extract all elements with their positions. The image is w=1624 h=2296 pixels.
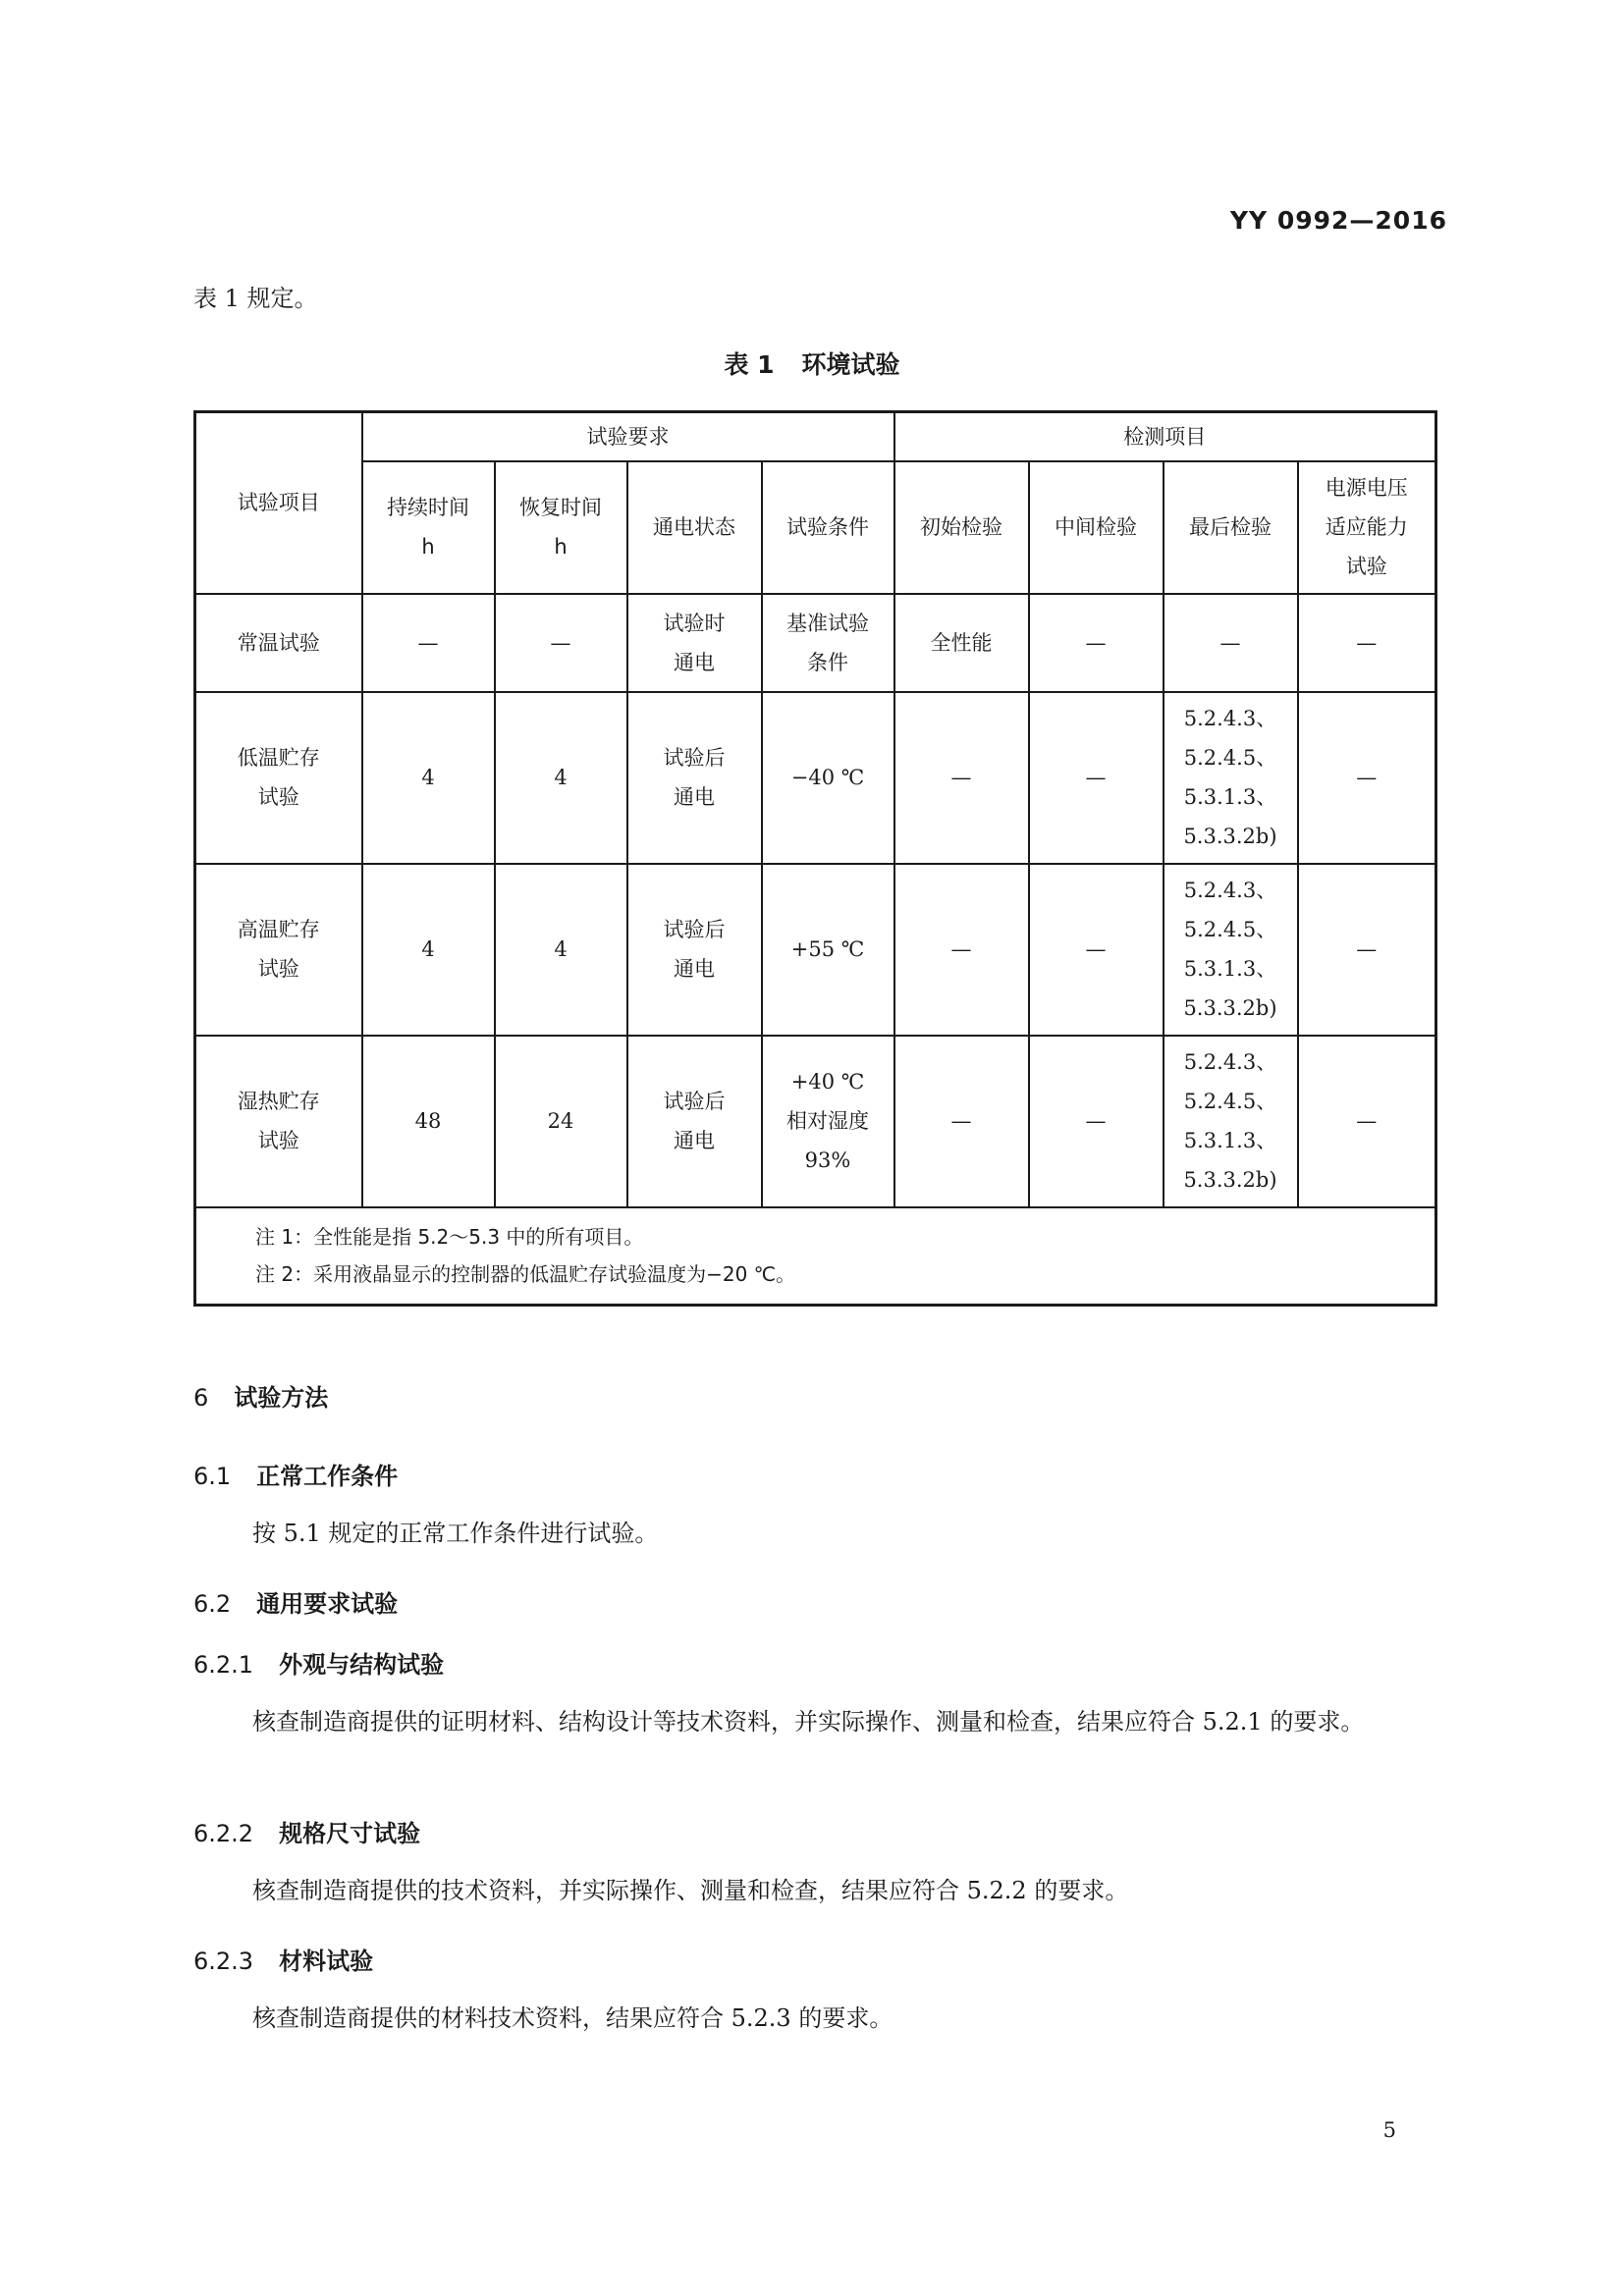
- table-row: [195, 692, 1436, 864]
- cell-item: 低温贮存 试验: [195, 692, 362, 864]
- header-group-requirements: 试验要求: [362, 412, 894, 461]
- cell-recovery: 4: [495, 692, 627, 864]
- cell-power: 试验后 通电: [627, 1036, 762, 1207]
- table-notes: [195, 1207, 1436, 1306]
- cell-final: 5.2.4.3、 5.2.4.5、 5.3.1.3、 5.3.3.2b): [1164, 1036, 1298, 1207]
- cell-final: —: [1164, 594, 1298, 692]
- cell-condition: 基准试验 条件: [762, 594, 894, 692]
- cell-duration: —: [362, 594, 495, 692]
- section-6-2-1-body: 核查制造商提供的证明材料、结构设计等技术资料，并实际操作、测量和检查，结果应符合 5.2.1 的要求。: [252, 1708, 1365, 1735]
- cell-recovery: —: [495, 594, 627, 692]
- cell-initial: —: [894, 864, 1029, 1036]
- cell-voltage: —: [1298, 692, 1436, 864]
- cell-power: 试验后 通电: [627, 692, 762, 864]
- cell-duration: 4: [362, 864, 495, 1036]
- cell-duration: 48: [362, 1036, 495, 1207]
- intro-text: 表 1 规定。: [193, 285, 318, 312]
- table-caption: [0, 346, 1624, 381]
- table-note: 注 1：全性能是指 5.2～5.3 中的所有项目。: [255, 1225, 644, 1250]
- standard-number: YY 0992—2016: [1229, 206, 1447, 235]
- section-6-1-heading: 6.1 正常工作条件: [193, 1463, 399, 1490]
- header-middle: 中间检验: [1029, 461, 1164, 594]
- cell-condition: −40 ℃: [762, 692, 894, 864]
- header-condition: 试验条件: [762, 461, 894, 594]
- table-caption-number: 表 1: [724, 350, 775, 379]
- cell-power: 试验时 通电: [627, 594, 762, 692]
- cell-middle: —: [1029, 692, 1164, 864]
- cell-power: 试验后 通电: [627, 864, 762, 1036]
- cell-middle: —: [1029, 1036, 1164, 1207]
- cell-final: 5.2.4.3、 5.2.4.5、 5.3.1.3、 5.3.3.2b): [1164, 692, 1298, 864]
- cell-middle: —: [1029, 864, 1164, 1036]
- section-6-1-body: 按 5.1 规定的正常工作条件进行试验。: [252, 1520, 659, 1547]
- table-caption-title: 环境试验: [801, 350, 900, 379]
- section-6-heading: 6 试验方法: [193, 1384, 329, 1412]
- cell-condition: +55 ℃: [762, 864, 894, 1036]
- header-voltage: 电源电压 适应能力 试验: [1298, 461, 1436, 594]
- environment-test-table: [193, 410, 1437, 1307]
- cell-condition: +40 ℃ 相对湿度 93%: [762, 1036, 894, 1207]
- section-6-2-heading: 6.2 通用要求试验: [193, 1590, 399, 1618]
- table-row: [195, 1036, 1436, 1207]
- cell-voltage: —: [1298, 594, 1436, 692]
- header-final: 最后检验: [1164, 461, 1298, 594]
- cell-initial: —: [894, 1036, 1029, 1207]
- header-power-state: 通电状态: [627, 461, 762, 594]
- cell-duration: 4: [362, 692, 495, 864]
- cell-final: 5.2.4.3、 5.2.4.5、 5.3.1.3、 5.3.3.2b): [1164, 864, 1298, 1036]
- header-duration: 持续时间 h: [362, 461, 495, 594]
- cell-recovery: 24: [495, 1036, 627, 1207]
- section-6-2-1-heading: 6.2.1 外观与结构试验: [193, 1651, 445, 1679]
- cell-recovery: 4: [495, 864, 627, 1036]
- cell-initial: —: [894, 692, 1029, 864]
- cell-item: 高温贮存 试验: [195, 864, 362, 1036]
- section-6-2-3-heading: 6.2.3 材料试验: [193, 1948, 374, 1975]
- header-item: 试验项目: [195, 412, 362, 594]
- header-recovery: 恢复时间 h: [495, 461, 627, 594]
- section-6-2-3-body: 核查制造商提供的材料技术资料，结果应符合 5.2.3 的要求。: [252, 2004, 893, 2032]
- table-row: [195, 594, 1436, 692]
- cell-voltage: —: [1298, 1036, 1436, 1207]
- table-row: [195, 864, 1436, 1036]
- cell-initial: 全性能: [894, 594, 1029, 692]
- cell-middle: —: [1029, 594, 1164, 692]
- section-6-2-2-heading: 6.2.2 规格尺寸试验: [193, 1820, 421, 1847]
- cell-voltage: —: [1298, 864, 1436, 1036]
- table-note: 注 2：采用液晶显示的控制器的低温贮存试验温度为−20 ℃。: [255, 1262, 796, 1287]
- section-6-2-2-body: 核查制造商提供的技术资料，并实际操作、测量和检查，结果应符合 5.2.2 的要求。: [252, 1877, 1129, 1904]
- page-number: 5: [1382, 2118, 1396, 2142]
- header-group-inspection: 检测项目: [894, 412, 1436, 461]
- cell-item: 湿热贮存 试验: [195, 1036, 362, 1207]
- cell-item: 常温试验: [195, 594, 362, 692]
- header-initial: 初始检验: [894, 461, 1029, 594]
